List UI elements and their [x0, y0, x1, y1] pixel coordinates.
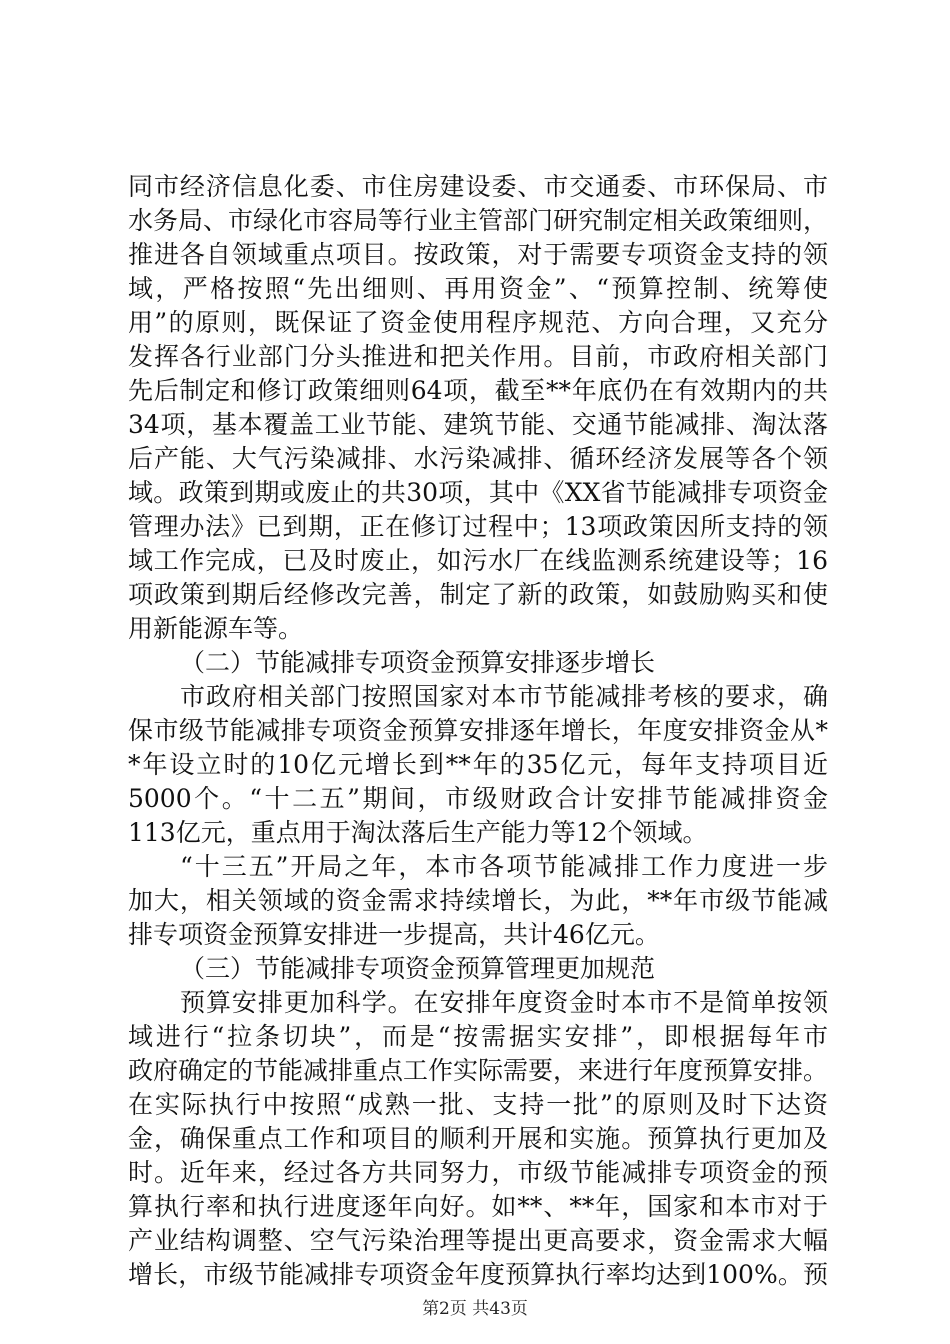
page-number-footer: 第2页 共43页 — [422, 1299, 528, 1319]
paragraph-first-line: 预算安排更加科学。在安排年度资金时本市不是简单按领 — [180, 988, 828, 1017]
body-text-line: 水务局、市绿化市容局等行业主管部门研究制定相关政策细则， — [128, 206, 829, 235]
body-text-line: 推进各自领域重点项目。按政策，对于需要专项资金支持的领 — [128, 240, 828, 269]
body-text-line: 政府确定的节能减排重点工作实际需要，来进行年度预算安排。 — [128, 1056, 829, 1085]
body-text-line: 算执行率和执行进度逐年向好。如**、**年，国家和本市对于 — [128, 1192, 828, 1221]
section-heading: （二）节能减排专项资金预算安排逐步增长 — [180, 648, 656, 677]
body-text-line: 项政策到期后经修改完善，制定了新的政策，如鼓励购买和使 — [128, 580, 828, 609]
body-text-line: 先后制定和修订政策细则64项，截至**年底仍在有效期内的共 — [128, 376, 828, 405]
body-text-line: 排专项资金预算安排进一步提高，共计46亿元。 — [128, 920, 660, 949]
body-text-line: 34项，基本覆盖工业节能、建筑节能、交通节能减排、淘汰落 — [128, 410, 828, 439]
body-text-line: 域，严格按照“先出细则、再用资金”、“预算控制、统筹使 — [128, 274, 828, 303]
body-text-line: 加大，相关领域的资金需求持续增长，为此，**年市级节能减 — [128, 886, 828, 915]
body-text-line: 域。政策到期或废止的共30项，其中《XX省节能减排专项资金 — [128, 478, 828, 507]
body-text-line: 保市级节能减排专项资金预算安排逐年增长，年度安排资金从* — [128, 716, 828, 745]
body-text-line: 增长，市级节能减排专项资金年度预算执行率均达到100%。预 — [128, 1260, 828, 1289]
body-text-line: 域进行“拉条切块”，而是“按需据实安排”，即根据每年市 — [128, 1022, 828, 1051]
body-text-line: 产业结构调整、空气污染治理等提出更高要求，资金需求大幅 — [128, 1226, 828, 1255]
body-text-line: 金，确保重点工作和项目的顺利开展和实施。预算执行更加及 — [128, 1124, 828, 1153]
paragraph-first-line: 市政府相关部门按照国家对本市节能减排考核的要求，确 — [180, 682, 828, 711]
body-text-line: 管理办法》已到期，正在修订过程中；13项政策因所支持的领 — [128, 512, 828, 541]
body-text-line: 时。近年来，经过各方共同努力，市级节能减排专项资金的预 — [128, 1158, 828, 1187]
body-text-line: *年设立时的10亿元增长到**年的35亿元，每年支持项目近 — [128, 750, 828, 779]
body-text-line: 用新能源车等。 — [128, 614, 304, 643]
body-text-line: 发挥各行业部门分头推进和把关作用。目前，市政府相关部门 — [128, 342, 828, 371]
body-text-line: 用”的原则，既保证了资金使用程序规范、方向合理，又充分 — [128, 308, 828, 337]
body-text-line: 域工作完成，已及时废止，如污水厂在线监测系统建设等；16 — [128, 546, 828, 575]
body-text-line: 在实际执行中按照“成熟一批、支持一批”的原则及时下达资 — [128, 1090, 828, 1119]
body-text-line: 同市经济信息化委、市住房建设委、市交通委、市环保局、市 — [128, 172, 828, 201]
paragraph-first-line: “十三五”开局之年，本市各项节能减排工作力度进一步 — [180, 852, 828, 881]
section-heading: （三）节能减排专项资金预算管理更加规范 — [180, 954, 656, 983]
body-text-line: 5000个。“十二五”期间，市级财政合计安排节能减排资金 — [128, 784, 828, 813]
body-text-line: 后产能、大气污染减排、水污染减排、循环经济发展等各个领 — [128, 444, 828, 473]
body-text-line: 113亿元，重点用于淘汰落后生产能力等12个领域。 — [128, 818, 708, 847]
